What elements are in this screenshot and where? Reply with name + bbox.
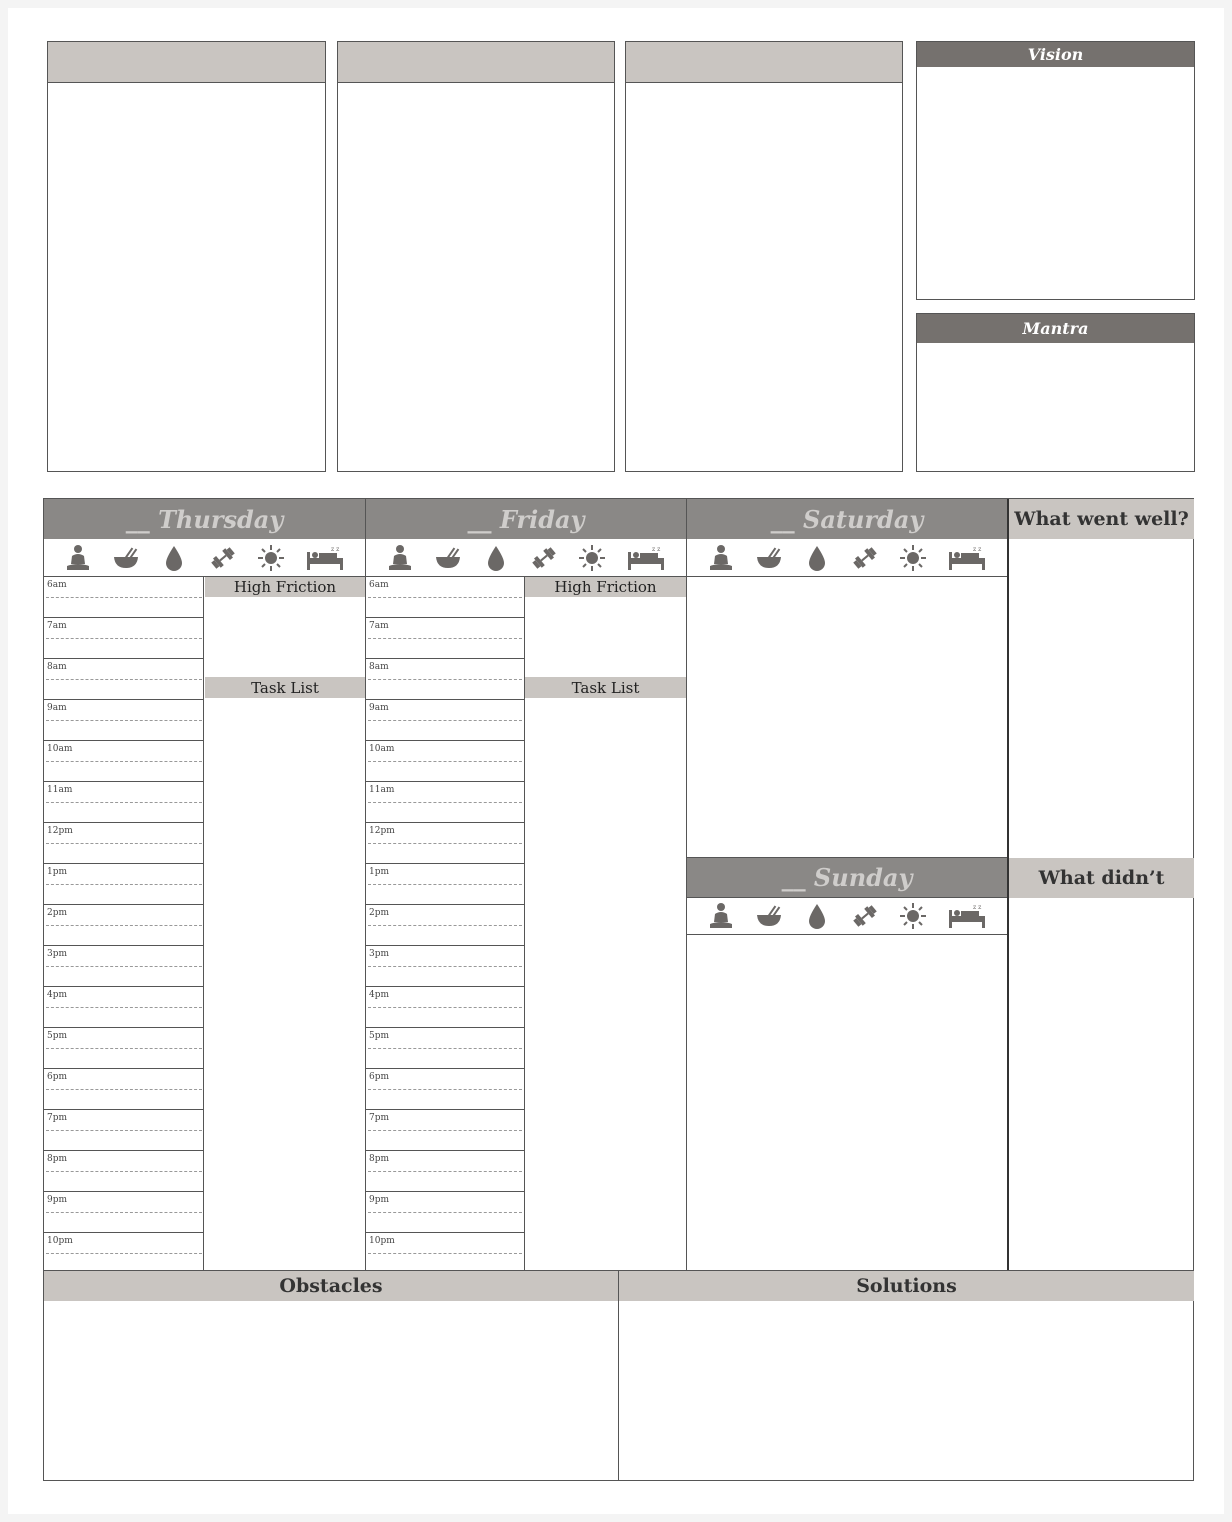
sunday-header: __ Sunday <box>687 857 1007 897</box>
sun-icon[interactable] <box>578 544 606 572</box>
friday-schedule <box>366 577 525 1271</box>
time-slot[interactable] <box>366 659 524 700</box>
time-slot[interactable] <box>44 864 204 905</box>
time-label: 8pm <box>369 1154 390 1164</box>
bed-icon[interactable] <box>947 544 987 572</box>
time-slot[interactable] <box>366 864 524 905</box>
time-label: 7pm <box>369 1113 390 1123</box>
vision-box[interactable] <box>916 41 1195 300</box>
bowl-icon[interactable] <box>112 544 140 572</box>
time-slot[interactable] <box>366 946 524 987</box>
solutions-header: Solutions <box>619 1271 1194 1301</box>
meditation-icon[interactable] <box>707 544 735 572</box>
water-drop-icon[interactable] <box>482 544 510 572</box>
thursday-header: __ Thursday <box>44 499 365 539</box>
time-slot[interactable] <box>366 700 524 741</box>
planner-sheet <box>8 8 1224 1514</box>
friday-column <box>366 499 686 1271</box>
bowl-icon[interactable] <box>755 544 783 572</box>
time-label: 7am <box>369 621 389 631</box>
time-slot[interactable] <box>44 1192 204 1233</box>
time-slot[interactable] <box>366 577 524 618</box>
time-label: 3pm <box>369 949 390 959</box>
top-box-1-header <box>48 42 325 83</box>
time-label: 10am <box>47 744 73 754</box>
time-slot[interactable] <box>44 741 204 782</box>
time-label: 4pm <box>369 990 390 1000</box>
water-drop-icon[interactable] <box>803 902 831 930</box>
time-label: 5pm <box>47 1031 68 1041</box>
time-label: 10am <box>369 744 395 754</box>
bed-icon[interactable] <box>305 544 345 572</box>
time-slot[interactable] <box>44 659 204 700</box>
top-box-1[interactable] <box>47 41 326 472</box>
vision-title: Vision <box>917 42 1194 67</box>
time-slot[interactable] <box>366 1028 524 1069</box>
what-went-well-header: What went well? <box>1009 499 1194 539</box>
thursday-high-friction-label: High Friction <box>205 577 365 597</box>
thursday-schedule <box>44 577 204 1271</box>
time-slot[interactable] <box>366 1151 524 1192</box>
bowl-icon[interactable] <box>755 902 783 930</box>
saturday-habit-icons <box>687 539 1007 577</box>
time-slot[interactable] <box>366 782 524 823</box>
time-label: 8am <box>369 662 389 672</box>
time-slot[interactable] <box>44 1151 204 1192</box>
sunday-notes-area[interactable] <box>687 935 1007 1271</box>
time-slot[interactable] <box>44 700 204 741</box>
sun-icon[interactable] <box>257 544 285 572</box>
time-slot[interactable] <box>366 905 524 946</box>
time-label: 10pm <box>369 1236 395 1246</box>
friday-habit-icons <box>366 539 686 577</box>
dumbbell-icon[interactable] <box>209 544 237 572</box>
sunday-habit-icons <box>687 897 1007 935</box>
sun-icon[interactable] <box>899 544 927 572</box>
bed-icon[interactable] <box>626 544 666 572</box>
thursday-column <box>44 499 365 1271</box>
friday-high-friction-label: High Friction <box>525 577 686 597</box>
time-slot[interactable] <box>366 1233 524 1271</box>
time-slot[interactable] <box>44 987 204 1028</box>
solutions-area[interactable] <box>619 1301 1194 1480</box>
obstacles-area[interactable] <box>44 1301 618 1480</box>
sunday-column <box>687 857 1007 1271</box>
what-didnt-area[interactable] <box>1009 898 1194 1271</box>
time-label: 6am <box>47 580 67 590</box>
time-slot[interactable] <box>366 1110 524 1151</box>
top-box-2-header <box>338 42 614 83</box>
time-label: 2pm <box>47 908 68 918</box>
time-slot[interactable] <box>44 577 204 618</box>
what-went-well-area[interactable] <box>1009 539 1194 857</box>
what-didnt-header: What didn’t <box>1009 858 1194 898</box>
water-drop-icon[interactable] <box>803 544 831 572</box>
obstacles-header: Obstacles <box>44 1271 618 1301</box>
mantra-title: Mantra <box>917 314 1194 343</box>
time-slot[interactable] <box>44 618 204 659</box>
time-label: 7am <box>47 621 67 631</box>
time-label: 9pm <box>47 1195 68 1205</box>
time-label: 6am <box>369 580 389 590</box>
time-slot[interactable] <box>366 823 524 864</box>
thursday-habit-icons <box>44 539 365 577</box>
time-slot[interactable] <box>44 1028 204 1069</box>
time-label: 12pm <box>47 826 73 836</box>
time-label: 6pm <box>47 1072 68 1082</box>
time-slot[interactable] <box>44 1110 204 1151</box>
time-label: 11am <box>369 785 395 795</box>
top-box-3-header <box>626 42 902 83</box>
time-label: 8am <box>47 662 67 672</box>
time-slot[interactable] <box>366 1192 524 1233</box>
bowl-icon[interactable] <box>434 544 462 572</box>
time-label: 9am <box>47 703 67 713</box>
time-label: 8pm <box>47 1154 68 1164</box>
dumbbell-icon[interactable] <box>851 902 879 930</box>
time-slot[interactable] <box>44 905 204 946</box>
friday-header: __ Friday <box>366 499 686 539</box>
meditation-icon[interactable] <box>707 902 735 930</box>
time-label: 10pm <box>47 1236 73 1246</box>
meditation-icon[interactable] <box>64 544 92 572</box>
time-slot[interactable] <box>366 987 524 1028</box>
saturday-header: __ Saturday <box>687 499 1007 539</box>
time-slot[interactable] <box>366 1069 524 1110</box>
time-label: 1pm <box>369 867 390 877</box>
saturday-notes-area[interactable] <box>687 577 1007 857</box>
sun-icon[interactable] <box>899 902 927 930</box>
dumbbell-icon[interactable] <box>851 544 879 572</box>
time-slot[interactable] <box>366 618 524 659</box>
top-box-2[interactable] <box>337 41 615 472</box>
time-slot[interactable] <box>44 782 204 823</box>
time-label: 3pm <box>47 949 68 959</box>
saturday-column <box>687 499 1007 857</box>
time-label: 9pm <box>369 1195 390 1205</box>
time-label: 12pm <box>369 826 395 836</box>
thursday-task-list-label: Task List <box>205 677 365 698</box>
time-label: 9am <box>369 703 389 713</box>
time-label: 4pm <box>47 990 68 1000</box>
time-label: 5pm <box>369 1031 390 1041</box>
water-drop-icon[interactable] <box>160 544 188 572</box>
time-label: 2pm <box>369 908 390 918</box>
time-label: 7pm <box>47 1113 68 1123</box>
time-slot[interactable] <box>44 1233 204 1271</box>
time-slot[interactable] <box>44 1069 204 1110</box>
top-box-3[interactable] <box>625 41 903 472</box>
time-label: 1pm <box>47 867 68 877</box>
time-slot[interactable] <box>44 823 204 864</box>
time-slot[interactable] <box>366 741 524 782</box>
mantra-box[interactable] <box>916 313 1195 472</box>
time-label: 6pm <box>369 1072 390 1082</box>
time-label: 11am <box>47 785 73 795</box>
bed-icon[interactable] <box>947 902 987 930</box>
dumbbell-icon[interactable] <box>530 544 558 572</box>
friday-task-list-label: Task List <box>525 677 686 698</box>
meditation-icon[interactable] <box>386 544 414 572</box>
time-slot[interactable] <box>44 946 204 987</box>
